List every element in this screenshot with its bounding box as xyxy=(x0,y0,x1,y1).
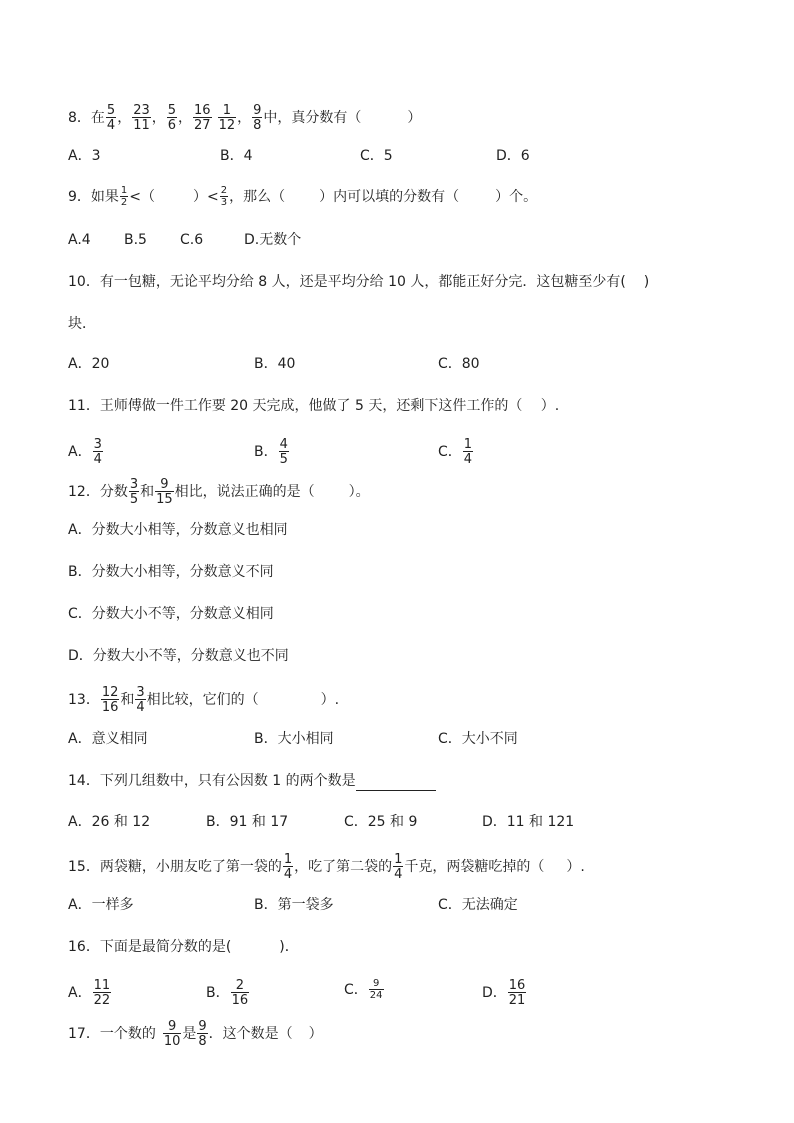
q12-option-b[interactable]: B．分数大小相等，分数意义不同 xyxy=(68,564,274,580)
q12-option-c[interactable]: C．分数大小不等，分数意义相同 xyxy=(68,606,274,622)
q12-frac-1: $\frac{3}{5}$ xyxy=(129,477,139,507)
q14-options xyxy=(68,812,768,832)
q15-option-b[interactable]: B．第一袋多 xyxy=(254,897,334,913)
q8-option-a[interactable]: A．3 xyxy=(68,148,101,164)
q15-options xyxy=(68,895,768,915)
q14-option-c[interactable]: C．25 和 9 xyxy=(344,814,418,830)
q16-option-d[interactable]: D． $\frac{16}{21}$ xyxy=(482,978,526,1008)
q11-frac-c: $\frac{1}{4}$ xyxy=(463,437,473,467)
q8-options xyxy=(68,146,768,166)
q10-option-c[interactable]: C．80 xyxy=(438,356,480,372)
q14-answer-blank[interactable] xyxy=(356,776,436,791)
q13-frac-1: $\frac{12}{16}$ xyxy=(101,685,119,715)
question-16: 16．下面是最简分数的是( )． xyxy=(68,939,299,955)
q15-option-a[interactable]: A．一样多 xyxy=(68,897,134,913)
q11-option-b[interactable]: B． $\frac{4}{5}$ xyxy=(254,437,288,467)
q10-option-a[interactable]: A．20 xyxy=(68,356,110,372)
q12-frac-2: $\frac{9}{15}$ xyxy=(156,477,173,507)
q10-option-b[interactable]: B．40 xyxy=(254,356,296,372)
q16-frac-d: $\frac{16}{21}$ xyxy=(508,978,526,1008)
q10-options xyxy=(68,354,768,374)
q16-frac-b: $\frac{2}{16}$ xyxy=(231,978,249,1008)
q8-frac-1: $\frac{5}{4}$ xyxy=(106,103,116,133)
question-17: 17．一个数的 $\frac{9}{10}$ 是 $\frac{9}{8}$ ．这个数是（ ） xyxy=(68,1019,323,1049)
q13-option-a[interactable]: A．意义相同 xyxy=(68,731,148,747)
q9-option-c[interactable]: C.6 xyxy=(180,232,204,248)
q8-frac-2: $\frac{23}{11}$ xyxy=(133,103,150,133)
question-11: 11．王师傅做一件工作要 20 天完成，他做了 5 天，还剩下这件工作的（ ）. xyxy=(68,398,560,414)
q16-option-b[interactable]: B． $\frac{2}{16}$ xyxy=(206,978,249,1008)
q9-options xyxy=(68,230,768,250)
question-9: 9．如果 $\frac{1}{2}$ <（ ）< $\frac{2}{3}$ ，那么（ ）内可以填的分数有（ ）个。 xyxy=(68,185,538,208)
q13-frac-2: $\frac{3}{4}$ xyxy=(136,685,145,715)
q8-frac-6: $\frac{9}{8}$ xyxy=(253,103,262,133)
q8-option-b[interactable]: B．4 xyxy=(220,148,253,164)
question-12: 12．分数 $\frac{3}{5}$ 和 $\frac{9}{15}$ 相比，说法正确的是（ ）。 xyxy=(68,477,370,507)
q12-option-d[interactable]: D．分数大小不等，分数意义也不同 xyxy=(68,648,289,664)
q9-option-b[interactable]: B.5 xyxy=(124,232,147,248)
question-13: 13． $\frac{12}{16}$ 和 $\frac{3}{4}$ 相比较，它们的（ ）. xyxy=(68,685,340,715)
q11-option-a[interactable]: A． $\frac{3}{4}$ xyxy=(68,437,102,467)
question-8: 8．在 $\frac{5}{4}$ ， $\frac{23}{11}$ ， $\frac{5}{6}$ ， $\frac{16}{27}$ $\frac{1}{12}$ ， $\frac{9}{8}$ 中，真分数有（ ） xyxy=(68,103,422,133)
q16-options xyxy=(68,978,768,1008)
q16-frac-a: $\frac{11}{22}$ xyxy=(93,978,111,1008)
q8-option-d[interactable]: D．6 xyxy=(496,148,530,164)
q13-option-c[interactable]: C．大小不同 xyxy=(438,731,518,747)
q15-frac-2: $\frac{1}{4}$ xyxy=(394,852,403,882)
q15-frac-1: $\frac{1}{4}$ xyxy=(283,852,293,882)
q14-option-b[interactable]: B．91 和 17 xyxy=(206,814,289,830)
q16-option-a[interactable]: A． $\frac{11}{22}$ xyxy=(68,978,111,1008)
q13-options xyxy=(68,729,768,749)
q17-frac-2: $\frac{9}{8}$ xyxy=(198,1019,207,1049)
q16-option-c[interactable]: C． $\frac{9}{24}$ xyxy=(344,978,383,1001)
q11-frac-b: $\frac{4}{5}$ xyxy=(279,437,288,467)
q8-option-c[interactable]: C．5 xyxy=(360,148,393,164)
q8-number: 8．在 xyxy=(68,110,105,126)
question-14: 14．下列几组数中，只有公因数 1 的两个数是 xyxy=(68,771,436,791)
q9-option-a[interactable]: A.4 xyxy=(68,232,91,248)
q8-frac-4: $\frac{16}{27}$ xyxy=(194,103,211,133)
q17-frac-1: $\frac{9}{10}$ xyxy=(163,1019,181,1049)
q8-frac-3: $\frac{5}{6}$ xyxy=(167,103,177,133)
q14-option-d[interactable]: D．11 和 121 xyxy=(482,814,575,830)
question-15: 15．两袋糖，小朋友吃了第一袋的 $\frac{1}{4}$ ，吃了第二袋的 $\frac{1}{4}$ 千克，两袋糖吃掉的（ ）. xyxy=(68,852,585,882)
q9-frac-1: $\frac{1}{2}$ xyxy=(120,185,128,208)
q8-frac-5: $\frac{1}{12}$ xyxy=(218,103,236,133)
q15-option-c[interactable]: C．无法确定 xyxy=(438,897,518,913)
q11-options xyxy=(68,437,768,467)
q11-frac-a: $\frac{3}{4}$ xyxy=(93,437,102,467)
q13-option-b[interactable]: B．大小相同 xyxy=(254,731,334,747)
q12-option-a[interactable]: A．分数大小相等，分数意义也相同 xyxy=(68,522,288,538)
q16-frac-c: $\frac{9}{24}$ xyxy=(369,978,383,1001)
question-10: 10．有一包糖，无论平均分给 8 人，还是平均分给 10 人，都能正好分完．这包糖至少有( ) xyxy=(68,274,650,290)
question-10-line-2: 块． xyxy=(68,316,96,332)
q11-option-c[interactable]: C． $\frac{1}{4}$ xyxy=(438,437,473,467)
q14-option-a[interactable]: A．26 和 12 xyxy=(68,814,151,830)
q9-option-d[interactable]: D.无数个 xyxy=(244,232,302,248)
q9-frac-2: $\frac{2}{3}$ xyxy=(220,185,228,208)
